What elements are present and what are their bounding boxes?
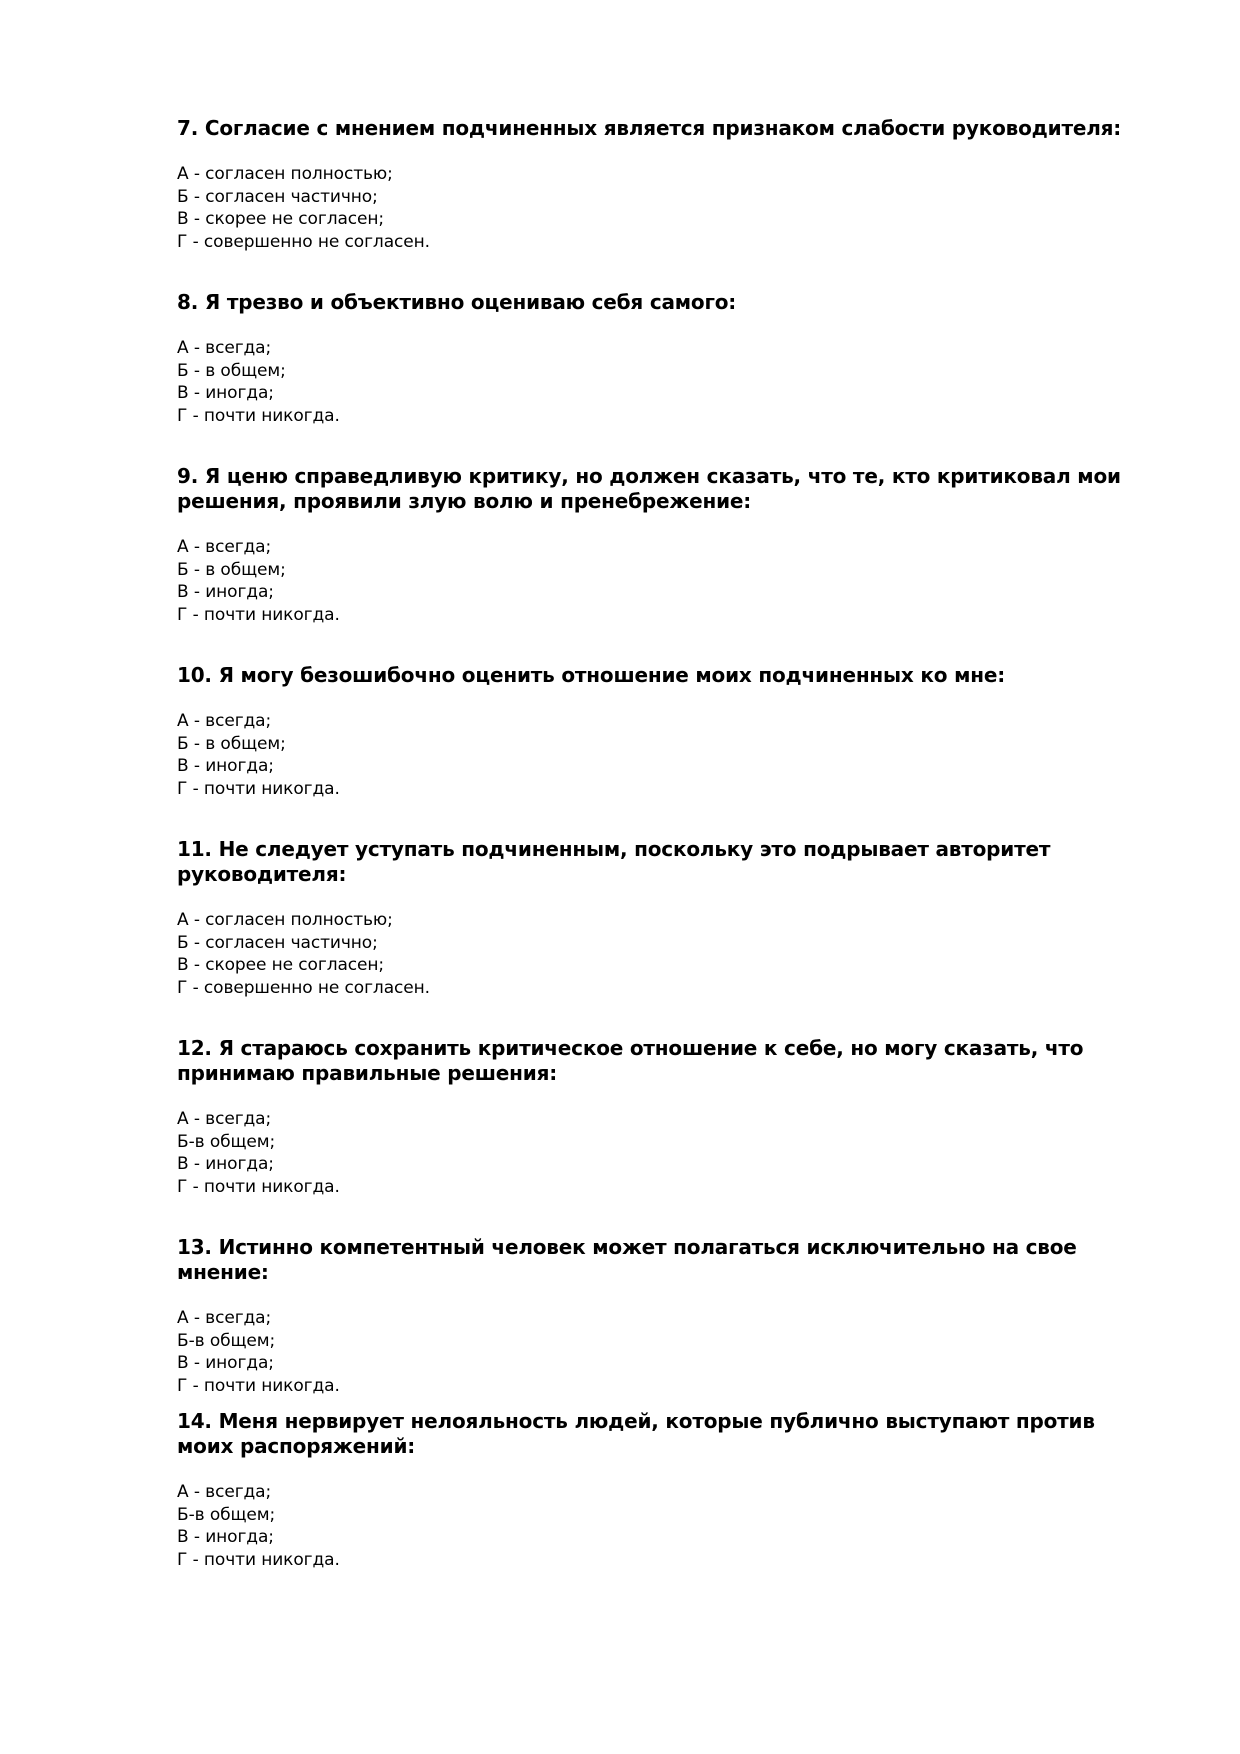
question-8 (177, 290, 1147, 427)
answer-options (177, 536, 1147, 626)
question-7 (177, 116, 1147, 253)
answer-option-d: Г - почти никогда. (177, 1549, 340, 1570)
answer-option-d: Г - почти никогда. (177, 778, 340, 799)
answer-option-b: Б-в общем; (177, 1131, 276, 1152)
answer-option-b: Б - в общем; (177, 559, 286, 580)
answer-option-a: А - всегда; (177, 1308, 272, 1328)
answer-option-b: Б-в общем; (177, 1330, 276, 1351)
question-title: 10. Я могу безошибочно оценить отношение моих подчиненных ко мне: (177, 663, 1006, 687)
answer-option-b: Б - согласен частично; (177, 186, 378, 207)
question-title: 7. Согласие с мнением подчиненных является признаком слабости руководителя: (177, 116, 1122, 140)
answer-options (177, 163, 1147, 253)
answer-options (177, 1108, 1147, 1198)
answer-options (177, 1307, 1147, 1397)
answer-options (177, 337, 1147, 427)
answer-option-b: Б-в общем; (177, 1504, 276, 1525)
question-title: 11. Не следует уступать подчиненным, поскольку это подрывает авторитет руководителя: (177, 837, 1051, 886)
answer-option-d: Г - почти никогда. (177, 405, 340, 426)
answer-option-b: Б - в общем; (177, 733, 286, 754)
answer-option-a: А - всегда; (177, 537, 272, 557)
question-13 (177, 1235, 1147, 1397)
answer-option-d: Г - почти никогда. (177, 1375, 340, 1396)
answer-option-b: Б - в общем; (177, 360, 286, 381)
answer-option-b: Б - согласен частично; (177, 932, 378, 953)
answer-option-a: А - всегда; (177, 711, 272, 731)
question-title: 13. Истинно компетентный человек может полагаться исключительно на свое мнение: (177, 1235, 1077, 1284)
answer-option-d: Г - почти никогда. (177, 604, 340, 625)
answer-options (177, 1481, 1147, 1571)
answer-option-c: В - иногда; (177, 1154, 274, 1175)
answer-options (177, 909, 1147, 999)
answer-option-a: А - согласен полностью; (177, 910, 393, 930)
question-11 (177, 837, 1147, 999)
answer-option-c: В - скорее не согласен; (177, 955, 385, 976)
answer-option-a: А - всегда; (177, 1109, 272, 1129)
answer-option-a: А - всегда; (177, 1482, 272, 1502)
answer-option-c: В - скорее не согласен; (177, 209, 385, 230)
answer-option-d: Г - почти никогда. (177, 1176, 340, 1197)
answer-options (177, 710, 1147, 800)
answer-option-c: В - иногда; (177, 1527, 274, 1548)
question-14 (177, 1409, 1147, 1571)
answer-option-a: А - всегда; (177, 338, 272, 358)
answer-option-c: В - иногда; (177, 383, 274, 404)
answer-option-c: В - иногда; (177, 582, 274, 603)
answer-option-c: В - иногда; (177, 1353, 274, 1374)
answer-option-d: Г - совершенно не согласен. (177, 977, 430, 998)
answer-option-d: Г - совершенно не согласен. (177, 231, 430, 252)
question-9 (177, 464, 1147, 626)
question-10 (177, 663, 1147, 800)
question-title: 9. Я ценю справедливую критику, но должен сказать, что те, кто критиковал мои решения, проявили злую волю и пренебрежение: (177, 464, 1121, 513)
answer-option-c: В - иногда; (177, 756, 274, 777)
question-title: 8. Я трезво и объективно оцениваю себя самого: (177, 290, 737, 314)
question-title: 12. Я стараюсь сохранить критическое отношение к себе, но могу сказать, что принимаю правильные решения: (177, 1036, 1084, 1085)
answer-option-a: А - согласен полностью; (177, 164, 393, 184)
question-title: 14. Меня нервирует нелояльность людей, которые публично выступают против моих распоряжений: (177, 1409, 1095, 1458)
question-12 (177, 1036, 1147, 1198)
